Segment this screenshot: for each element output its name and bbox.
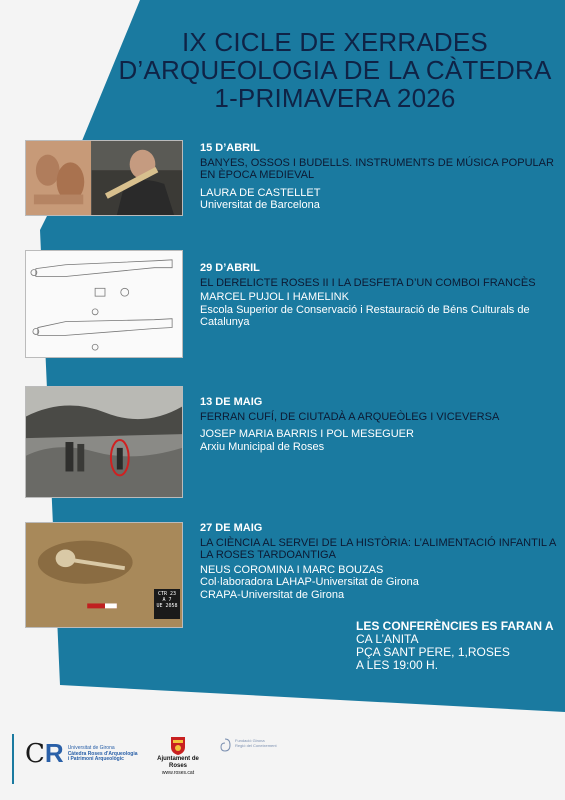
talk-affiliation-2: CRAPA-Universitat de Girona	[200, 588, 345, 601]
talk-title: FERRAN CUFÍ, DE CIUTADÀ A ARQUEÒLEG I VICEVERSA	[200, 410, 500, 423]
talk-date: 29 D’ABRIL	[200, 262, 260, 274]
talk-2	[200, 262, 560, 329]
label-line-1: CTR 23	[157, 591, 177, 597]
cr-mark-icon: CR	[25, 738, 64, 769]
venue-line-4: A LES 19:00 H.	[356, 658, 439, 672]
roses-crest-icon	[170, 735, 186, 755]
talk-affiliation: Universitat de Barcelona	[200, 199, 320, 211]
fundacio-girona-logo	[218, 737, 288, 755]
talk-1	[200, 142, 560, 212]
title-line-1: IX CICLE DE XERRADES	[182, 27, 488, 57]
title-line-2: D’ARQUEOLOGIA DE LA CÀTEDRA	[118, 55, 552, 85]
talk-affiliation: Arxiu Municipal de Roses	[200, 440, 325, 453]
fg-spiral-icon	[218, 737, 232, 755]
photo-medieval-instruments	[25, 140, 183, 216]
page-title	[100, 28, 565, 112]
cr-line-2: Càtedra Roses d'Arqueologia	[67, 750, 138, 757]
roses-url: www.roses.cat	[161, 770, 195, 776]
talk-speaker: MARCEL PUJOL I HAMELINK	[200, 291, 349, 303]
talk-title: LA CIÈNCIA AL SERVEI DE LA HISTÒRIA: L’ALIMENTACIÓ INFANTIL A LA ROSES TARDOANTIGA	[200, 536, 556, 561]
talk-title: EL DERELICTE ROSES II I LA DESFETA D’UN COMBOI FRANCÈS	[200, 276, 536, 289]
ajuntament-roses-logo	[148, 735, 208, 777]
cr-line-1: Universitat de Girona	[67, 745, 115, 751]
venue-line-3: PÇA SANT PERE, 1,ROSES	[356, 645, 510, 659]
talk-date: 27 DE MAIG	[200, 522, 263, 534]
title-line-3: 1-PRIMAVERA 2026	[214, 83, 456, 113]
photo-historic-excavation	[25, 386, 183, 498]
talk-speaker: JOSEP MARIA BARRIS I POL MESEGUER	[200, 428, 414, 440]
talk-speaker: LAURA DE CASTELLET	[200, 186, 321, 199]
talk-4	[200, 522, 560, 601]
venue-line-1: LES CONFERÈNCIES ES FARAN A	[356, 619, 554, 633]
footer-accent-bar	[12, 734, 14, 784]
roses-name: Ajuntament de Roses	[157, 756, 199, 769]
talk-3	[200, 396, 560, 453]
talk-title: BANYES, OSSOS I BUDELLS. INSTRUMENTS DE MÚSICA POPULAR EN ÈPOCA MEDIEVAL	[200, 156, 554, 181]
venue-line-2: CA L’ANITA	[356, 632, 419, 646]
catedra-roses-logo	[25, 740, 165, 767]
photo-cannons-drawing	[25, 250, 183, 358]
cr-line-3: i Patrimoni Arqueològic	[67, 756, 124, 762]
talk-date: 13 DE MAIG	[200, 396, 263, 408]
venue-info	[356, 620, 556, 672]
photo-burial-excavation	[25, 522, 183, 628]
talk-speaker: NEUS COROMINA I MARC BOUZAS	[200, 563, 384, 576]
fg-line-1: Fundació Girona	[235, 738, 265, 743]
talk-affiliation: Escola Superior de Conservació i Restauració de Béns Culturals de Catalunya	[200, 303, 530, 328]
talk-date: 15 D’ABRIL	[200, 142, 260, 154]
label-line-2: A 7	[162, 597, 172, 603]
label-line-3: UE 2058	[156, 603, 178, 609]
photo-label-board	[154, 589, 180, 619]
fg-line-2: Regió del Coneixement	[235, 742, 277, 748]
talk-affiliation: Col·laboradora LAHAP-Universitat de Girona	[200, 576, 419, 588]
